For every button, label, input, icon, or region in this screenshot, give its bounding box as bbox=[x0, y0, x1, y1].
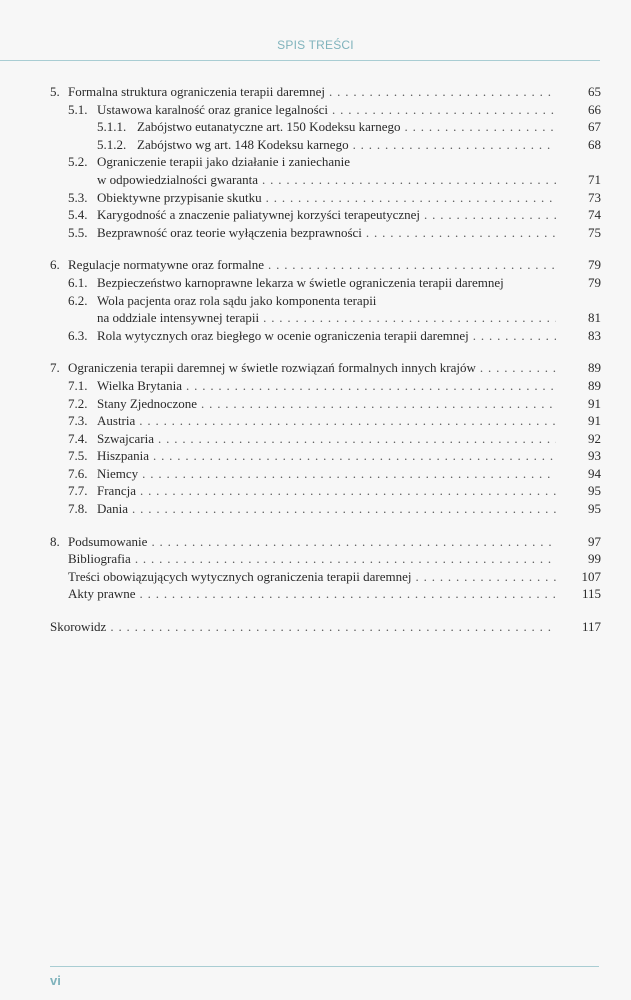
entry-number: 5.4. bbox=[68, 207, 88, 223]
dot-leader bbox=[258, 171, 556, 189]
entry-title: Francja bbox=[97, 483, 136, 499]
entry-title: Bezprawność oraz teorie wyłączenia bezprawności bbox=[97, 224, 362, 240]
page-number: 107 bbox=[581, 568, 601, 584]
table-of-contents bbox=[50, 83, 601, 636]
dot-leader bbox=[476, 359, 556, 377]
toc-entry-6-1[interactable] bbox=[50, 274, 601, 292]
entry-title: Regulacje normatywne oraz formalne bbox=[68, 257, 264, 273]
page-number: 97 bbox=[588, 533, 601, 549]
dot-leader bbox=[325, 83, 556, 101]
toc-entry-tresci[interactable] bbox=[50, 568, 601, 586]
dot-leader bbox=[154, 430, 556, 448]
entry-title: Wielka Brytania bbox=[97, 377, 183, 393]
toc-entry-7-4[interactable] bbox=[50, 430, 601, 448]
page-number: 91 bbox=[588, 395, 601, 411]
entry-title: Karygodność a znaczenie paliatywnej korzyści terapeutycznej bbox=[97, 207, 421, 223]
entry-number: 6.3. bbox=[68, 327, 88, 343]
entry-title: Szwajcaria bbox=[97, 430, 155, 446]
entry-number: 6.1. bbox=[68, 274, 88, 290]
entry-number: 7.3. bbox=[68, 413, 88, 429]
entry-number: 8. bbox=[50, 533, 60, 549]
footer-rule bbox=[50, 966, 599, 967]
toc-entry-7-8[interactable] bbox=[50, 500, 601, 518]
entry-title: Ograniczenie terapii jako działanie i zaniechanie bbox=[97, 154, 350, 170]
toc-entry-7-5[interactable] bbox=[50, 447, 601, 465]
entry-title: Austria bbox=[97, 413, 136, 429]
page-number: 74 bbox=[588, 207, 601, 223]
entry-title: Treści obowiązujących wytycznych ograniczenia terapii daremnej bbox=[68, 568, 412, 584]
toc-entry-bibliografia[interactable] bbox=[50, 550, 601, 568]
toc-entry-5-1-2[interactable] bbox=[50, 136, 601, 154]
page-number: 93 bbox=[588, 448, 601, 464]
toc-entry-chapter-6[interactable] bbox=[50, 256, 601, 274]
entry-title-continued: w odpowiedzialności gwaranta bbox=[97, 171, 259, 187]
entry-number: 7.7. bbox=[68, 483, 88, 499]
dot-leader bbox=[469, 327, 556, 345]
toc-entry-7-7[interactable] bbox=[50, 482, 601, 500]
page-number: 75 bbox=[588, 224, 601, 240]
entry-number: 5.1.2. bbox=[97, 136, 127, 152]
entry-number: 5.1.1. bbox=[97, 119, 127, 135]
entry-title: Niemcy bbox=[97, 465, 139, 481]
dot-leader bbox=[182, 377, 556, 395]
page-number: 89 bbox=[588, 377, 601, 393]
entry-title: Bezpieczeństwo karnoprawne lekarza w świetle ograniczenia terapii daremnej bbox=[97, 274, 504, 290]
page-number: 73 bbox=[588, 189, 601, 205]
entry-number: 7.5. bbox=[68, 448, 88, 464]
entry-number: 7.1. bbox=[68, 377, 88, 393]
dot-leader bbox=[262, 189, 556, 207]
page-number: 83 bbox=[588, 327, 601, 343]
page-number: 66 bbox=[588, 101, 601, 117]
header-rule bbox=[0, 60, 600, 61]
toc-entry-akty-prawne[interactable] bbox=[50, 585, 601, 603]
dot-leader bbox=[131, 550, 556, 568]
toc-entry-5-5[interactable] bbox=[50, 224, 601, 242]
section-gap bbox=[50, 241, 601, 256]
page-folio: vi bbox=[50, 973, 61, 988]
entry-number: 5.3. bbox=[68, 189, 88, 205]
page-number: 79 bbox=[588, 257, 601, 273]
entry-number: 5.1. bbox=[68, 101, 88, 117]
entry-title: Zabójstwo eutanatyczne art. 150 Kodeksu karnego bbox=[137, 119, 401, 135]
entry-title: Obiektywne przypisanie skutku bbox=[97, 189, 262, 205]
entry-number: 7.8. bbox=[68, 501, 88, 517]
section-gap bbox=[50, 603, 601, 618]
toc-entry-7-2[interactable] bbox=[50, 395, 601, 413]
entry-title: Podsumowanie bbox=[68, 533, 148, 549]
page-number: 91 bbox=[588, 413, 601, 429]
entry-title-continued: na oddziale intensywnej terapii bbox=[97, 310, 260, 326]
toc-entry-7-3[interactable] bbox=[50, 412, 601, 430]
page-number: 92 bbox=[588, 430, 601, 446]
entry-title: Skorowidz bbox=[50, 619, 107, 635]
toc-entry-5-1[interactable] bbox=[50, 101, 601, 119]
toc-entry-5-4[interactable] bbox=[50, 206, 601, 224]
dot-leader bbox=[420, 206, 556, 224]
toc-entry-6-2[interactable] bbox=[50, 292, 601, 310]
entry-title: Formalna struktura ograniczenia terapii daremnej bbox=[68, 84, 326, 99]
dot-leader bbox=[149, 447, 556, 465]
page-number: 65 bbox=[588, 84, 601, 99]
toc-entry-5-2[interactable] bbox=[50, 153, 601, 171]
page-number: 99 bbox=[588, 551, 601, 567]
page-number: 95 bbox=[588, 483, 601, 499]
dot-leader bbox=[349, 136, 556, 154]
dot-leader bbox=[138, 465, 556, 483]
dot-leader bbox=[136, 482, 556, 500]
page-number: 71 bbox=[588, 171, 601, 187]
toc-entry-5-1-1[interactable] bbox=[50, 118, 601, 136]
toc-entry-6-2-continued[interactable] bbox=[50, 309, 601, 327]
dot-leader bbox=[259, 309, 556, 327]
entry-number: 6.2. bbox=[68, 292, 88, 308]
entry-title: Ograniczenia terapii daremnej w świetle rozwiązań formalnych innych krajów bbox=[68, 360, 476, 376]
entry-title: Akty prawne bbox=[68, 586, 136, 602]
dot-leader bbox=[264, 256, 556, 274]
page-number: 68 bbox=[588, 136, 601, 152]
dot-leader bbox=[147, 533, 556, 551]
page-number: 67 bbox=[588, 119, 601, 135]
entry-title: Zabójstwo wg art. 148 Kodeksu karnego bbox=[137, 136, 349, 152]
page-number: 94 bbox=[588, 465, 601, 481]
section-gap bbox=[50, 344, 601, 359]
entry-number: 7.6. bbox=[68, 465, 88, 481]
page-number: 95 bbox=[588, 501, 601, 517]
toc-entry-5-3[interactable] bbox=[50, 189, 601, 207]
entry-title: Rola wytycznych oraz biegłego w ocenie ograniczenia terapii daremnej bbox=[97, 327, 469, 343]
dot-leader bbox=[412, 568, 556, 586]
running-head: SPIS TREŚCI bbox=[277, 38, 354, 52]
toc-entry-6-3[interactable] bbox=[50, 327, 601, 345]
entry-number: 7.2. bbox=[68, 395, 88, 411]
toc-entry-chapter-5[interactable] bbox=[50, 83, 601, 101]
entry-title: Hiszpania bbox=[97, 448, 149, 464]
toc-entry-7-6[interactable] bbox=[50, 465, 601, 483]
page-number: 79 bbox=[588, 274, 601, 290]
entry-title: Dania bbox=[97, 501, 129, 517]
entry-number: 5. bbox=[50, 84, 60, 99]
dot-leader bbox=[328, 101, 556, 119]
entry-title: Stany Zjednoczone bbox=[97, 395, 197, 411]
toc-entry-chapter-7[interactable] bbox=[50, 359, 601, 377]
page-number: 117 bbox=[581, 619, 601, 635]
dot-leader bbox=[362, 224, 556, 242]
entry-number: 6. bbox=[50, 257, 60, 273]
page-number: 89 bbox=[588, 360, 601, 376]
entry-number: 7. bbox=[50, 360, 60, 376]
page-number: 115 bbox=[581, 586, 601, 602]
entry-title: Bibliografia bbox=[68, 551, 131, 567]
dot-leader bbox=[197, 395, 556, 413]
dot-leader bbox=[401, 118, 556, 136]
entry-number: 5.2. bbox=[68, 154, 88, 170]
entry-number: 7.4. bbox=[68, 430, 88, 446]
toc-entry-chapter-8[interactable] bbox=[50, 533, 601, 551]
entry-title: Ustawowa karalność oraz granice legalności bbox=[97, 101, 329, 117]
entry-title: Wola pacjenta oraz rola sądu jako komponenta terapii bbox=[97, 292, 377, 308]
dot-leader bbox=[135, 412, 556, 430]
toc-entry-skorowidz[interactable] bbox=[50, 618, 601, 636]
dot-leader bbox=[106, 618, 556, 636]
section-gap bbox=[50, 518, 601, 533]
toc-entry-5-2-continued[interactable] bbox=[50, 171, 601, 189]
dot-leader bbox=[136, 585, 556, 603]
page-number: 81 bbox=[588, 310, 601, 326]
entry-number: 5.5. bbox=[68, 224, 88, 240]
dot-leader bbox=[128, 500, 556, 518]
toc-entry-7-1[interactable] bbox=[50, 377, 601, 395]
